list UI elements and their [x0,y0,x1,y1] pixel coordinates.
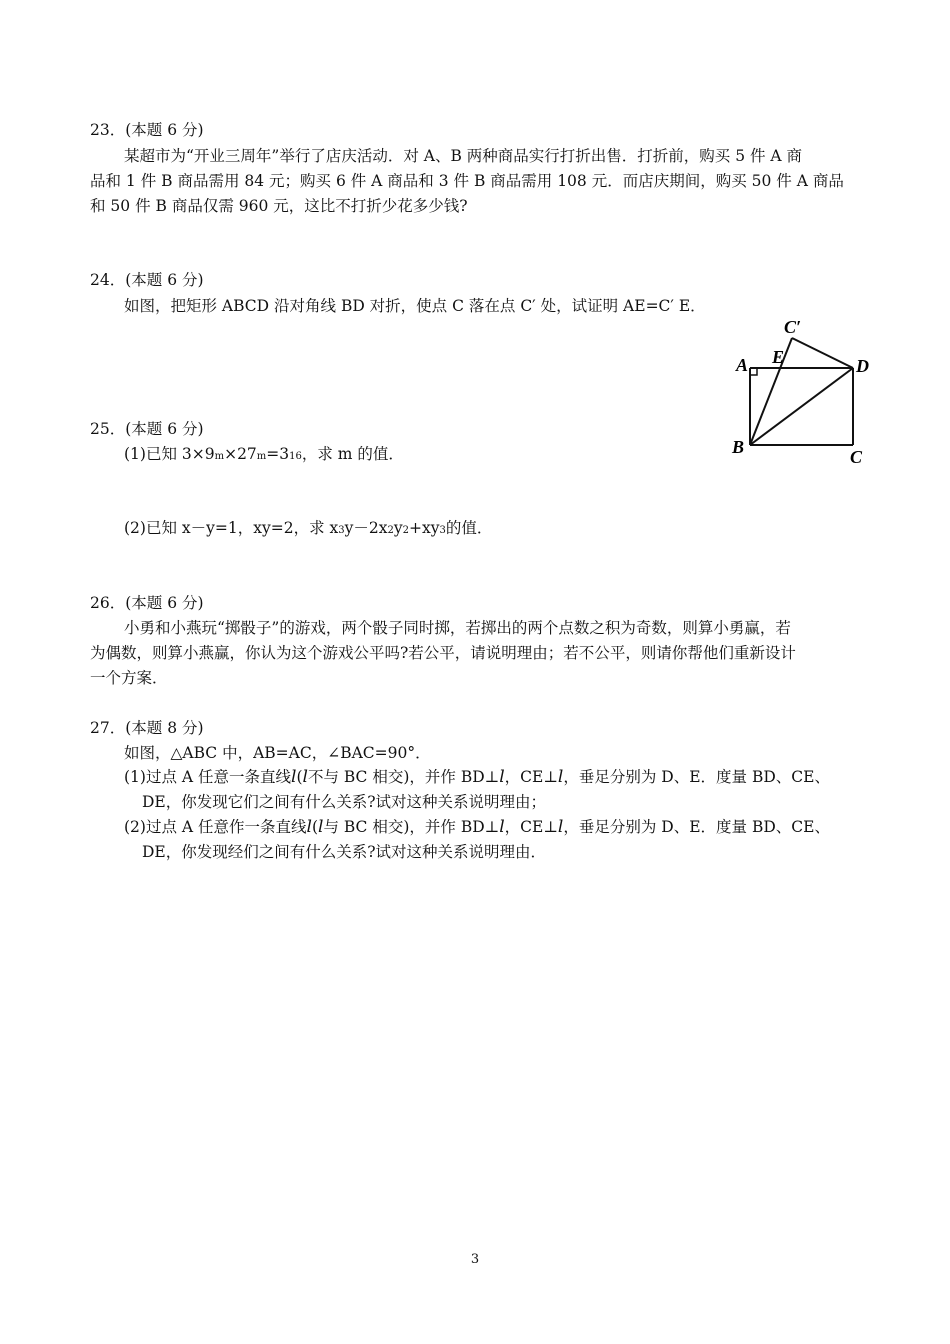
q25-part-1: (1)已知 3×9m×27m=316，求 m 的值． [124,445,404,463]
q24-text: 如图，把矩形 ABCD 沿对角线 BD 对折，使点 C 落在点 C′ 处，试证明 AE=C′ E． [124,297,706,315]
label-e: E [772,347,785,367]
q23-line-2: 品和 1 件 B 商品需用 84 元；购买 6 件 A 商品和 3 件 B 商品需用 108 元．而店庆期间，购买 50 件 A 商品 [90,172,844,190]
q27-part-2: (2)过点 A 任意作一条直线l(l与 BC 相交)，并作 BD⊥l，CE⊥l，垂足分别为 D、E．度量 BD、CE、 [124,817,830,837]
q26-header: 26．(本题 6 分) [90,594,204,612]
q25-part-2: (2)已知 x－y=1，xy=2，求 x3y－2x2y2+xy3的值． [124,519,493,537]
q26-line-2: 为偶数，则算小燕赢，你认为这个游戏公平吗?若公平，请说明理由；若不公平，则请你帮他们重新设计 [90,644,796,662]
q23-line-3: 和 50 件 B 商品仅需 960 元，这比不打折少花多少钱? [90,197,468,215]
label-d: D [856,356,869,376]
q24-header: 24．(本题 6 分) [90,271,204,289]
q27-intro: 如图，△ABC 中，AB=AC，∠BAC=90°． [124,744,431,762]
q27-part-1: (1)过点 A 任意一条直线l(l不与 BC 相交)，并作 BD⊥l，CE⊥l，垂足分别为 D、E．度量 BD、CE、 [124,767,830,787]
q27-header: 27．(本题 8 分) [90,719,204,737]
q26-line-1: 小勇和小燕玩“掷骰子”的游戏，两个骰子同时掷，若掷出的两个点数之积为奇数，则算小勇赢，若 [124,619,791,637]
q23-header: 23．(本题 6 分) [90,121,204,139]
q27-part-1-cont: DE，你发现它们之间有什么关系?试对这种关系说明理由； [142,793,547,811]
label-b: B [732,437,745,457]
right-angle-mark [750,368,757,375]
label-c-prime: C′ [784,317,802,337]
q25-header: 25．(本题 6 分) [90,420,204,438]
segment-c-prime-d [792,338,853,368]
label-c: C [850,447,863,467]
page-number: 3 [470,1252,480,1267]
rectangle-fold-figure [728,313,878,468]
q27-part-2-cont: DE，你发现经们之间有什么关系?试对这种关系说明理由． [142,843,547,861]
q26-line-3: 一个方案． [90,669,168,687]
q23-line-1: 某超市为“开业三周年”举行了店庆活动．对 A、B 两种商品实行打折出售．打折前，购买 5 件 A 商 [124,147,803,165]
label-a: A [736,355,749,375]
